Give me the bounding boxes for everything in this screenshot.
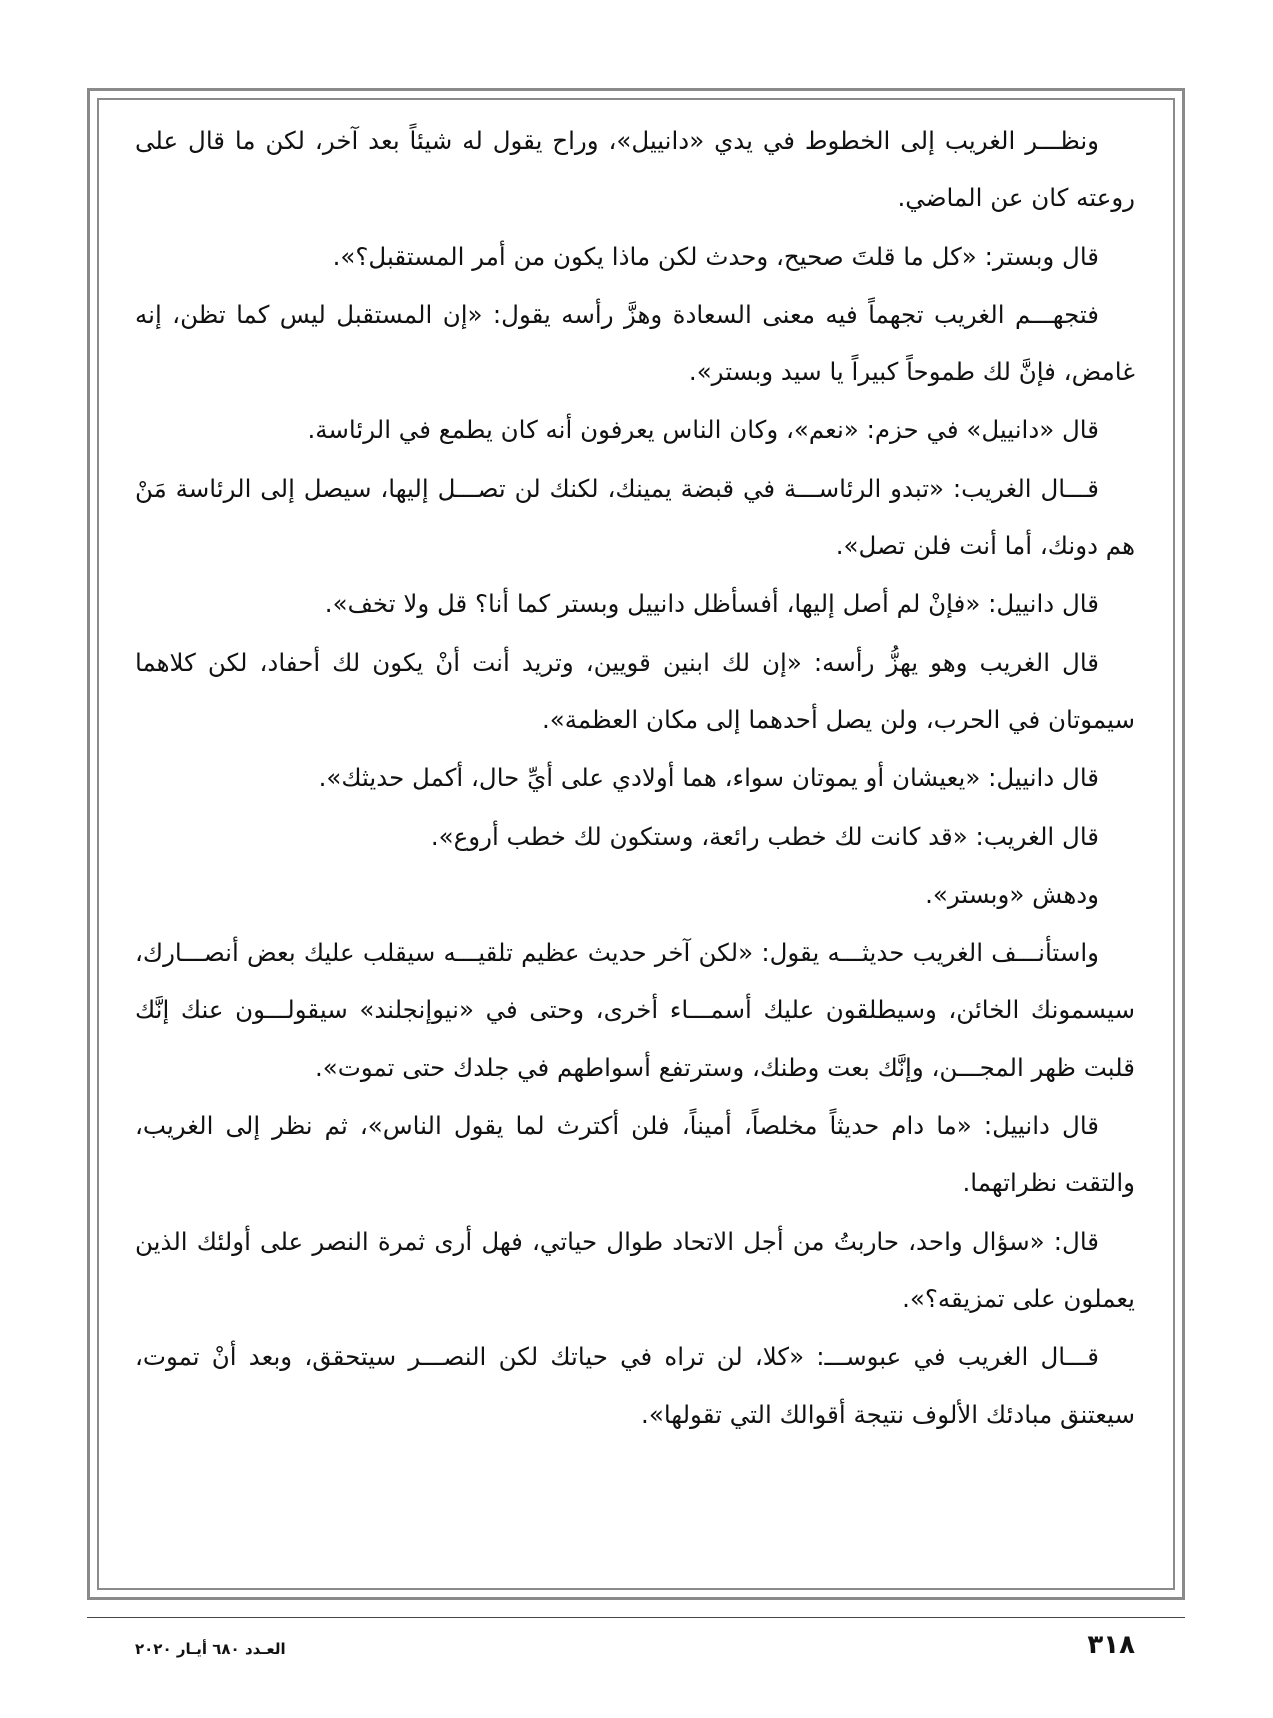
paragraph: ودهش «وبستر». <box>925 879 1099 909</box>
paragraph: قال الغريب: «قد كانت لك خطب رائعة، وستكون لك خطب أروع». <box>430 821 1099 851</box>
issue-info: العـدد ٦٨٠ أيـار ٢٠٢٠ <box>135 1640 286 1658</box>
paragraph: قال وبستر: «كل ما قلتَ صحيح، وحدث لكن ماذا يكون من أمر المستقبل؟». <box>332 241 1099 271</box>
paragraph: قال دانييل: «ما دام حديثاً مخلصاً، أميناً، فلن أكترث لما يقول الناس»، ثم نظر إلى الغريب، والتقت نظراتهما. <box>135 1111 1135 1198</box>
paragraph: قال: «سؤال واحد، حاربتُ من أجل الاتحاد طوال حياتي، فهل أرى ثمرة النصر على أولئك الذين يعملون على تمزيقه؟». <box>135 1226 1135 1313</box>
paragraph: قال الغريب وهو يهزُّ رأسه: «إن لك ابنين قويين، وتريد أنت أنْ يكون لك أحفاد، لكن كلاهما سيموتان في الحرب، ولن يصل أحدهما إلى مكان العظمة». <box>135 647 1135 734</box>
paragraph: واستأنـــف الغريب حديثـــه يقول: «لكن آخر حديث عظيم تلقيـــه سيقلب عليك بعض أنصـــارك، سيسمونك الخائن، وسيطلقون عليك أسمـــاء أخرى، وحتى في «نيوإنجلند» سيقولـــون عنك إنَّك قلبت ظهر المجـــن، وإنَّك بعت وطنك، وسترتفع أسواطهم في جلدك حتى تموت». <box>135 938 1135 1082</box>
paragraph: قال «دانييل» في حزم: «نعم»، وكان الناس يعرفون أنه كان يطمع في الرئاسة. <box>307 415 1099 445</box>
paragraph: قال دانييل: «يعيشان أو يموتان سواء، هما أولادي على أيِّ حال، أكمل حديثك». <box>318 763 1099 793</box>
article-body <box>135 112 1135 1582</box>
paragraph: قـــال الغريب: «تبدو الرئاســـة في قبضة يمينك، لكنك لن تصـــل إليها، سيصل إلى الرئاسة مَنْ هم دونك، أما أنت فلن تصل». <box>135 473 1135 561</box>
page-number: ٣١٨ <box>1087 1630 1135 1660</box>
paragraph: قـــال الغريب في عبوســـ: «كلا، لن تراه في حياتك لكن النصـــر سيتحقق، وبعد أنْ تموت، سيعتنق مبادئك الألوف نتيجة أقوالك التي تقولها». <box>135 1342 1135 1429</box>
footer-divider <box>87 1617 1185 1618</box>
paragraph: فتجهـــم الغريب تجهماً فيه معنى السعادة وهزَّ رأسه يقول: «إن المستقبل ليس كما تظن، إنه غامض، فإنَّ لك طموحاً كبيراً يا سيد وبستر». <box>135 299 1135 387</box>
paragraph: قال دانييل: «فإنْ لم أصل إليها، أفسأظل دانييل وبستر كما أنا؟ قل ولا تخف». <box>324 589 1099 619</box>
paragraph: ونظـــر الغريب إلى الخطوط في يدي «دانييل»، وراح يقول له شيئاً بعد آخر، لكن ما قال على روعته كان عن الماضي. <box>135 126 1135 213</box>
